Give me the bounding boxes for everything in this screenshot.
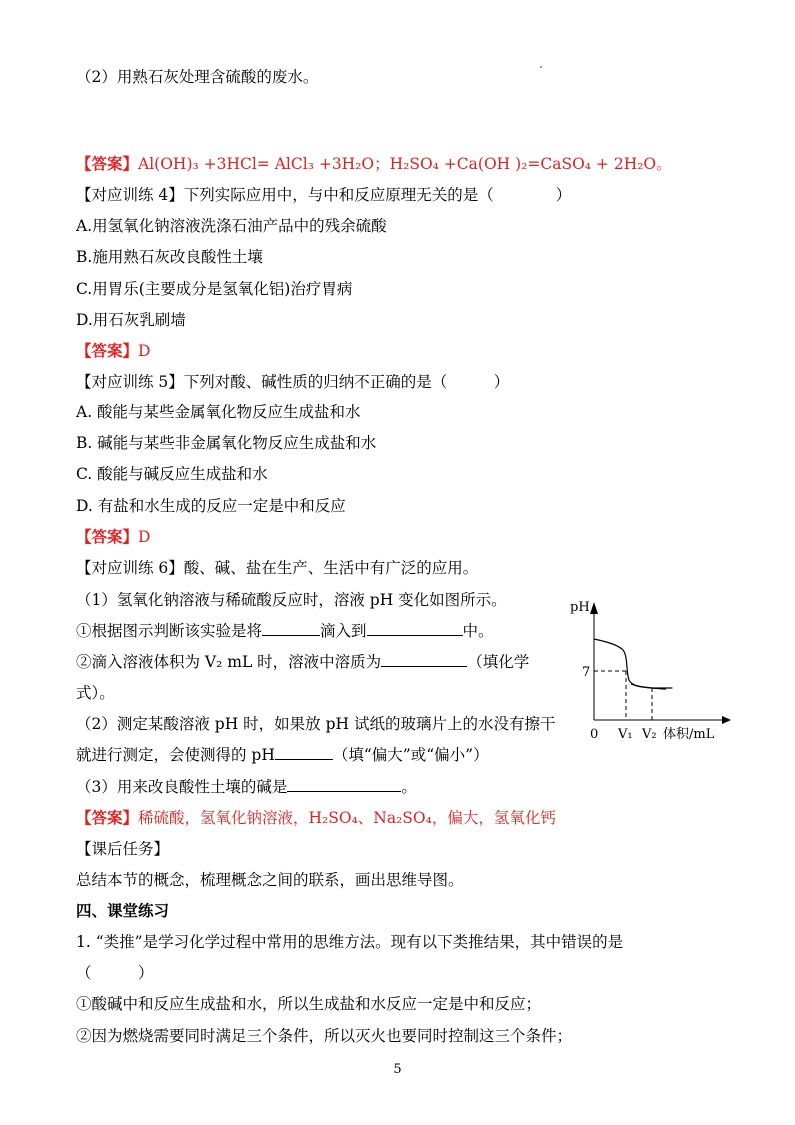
exercise-6-question: 【对应训练 6】酸、碱、盐在生产、生活中有广泛的应用。 bbox=[76, 559, 479, 577]
practice-1-statement-1: ①酸碱中和反应生成盐和水，所以生成盐和水反应一定是中和反应； bbox=[76, 995, 542, 1013]
exercise-4-question: 【对应训练 4】下列实际应用中，与中和反应原理无关的是（ ） bbox=[76, 186, 572, 204]
answer-body: Al(OH)₃ +3HCl= AlCl₃ +3H₂O；H₂SO₄ +Ca(OH )₂=CaSO₄ + 2H₂O。 bbox=[138, 155, 672, 173]
page-number: 5 bbox=[393, 1062, 402, 1077]
blank-line bbox=[287, 776, 401, 792]
answer-tag: 【答案】 bbox=[76, 808, 139, 827]
y-axis-arrow bbox=[590, 602, 598, 614]
blank-line bbox=[381, 651, 467, 667]
section-heading: 四、课堂练习 bbox=[76, 901, 170, 920]
exercise-5-question: 【对应训练 5】下列对酸、碱性质的归纳不正确的是（ ） bbox=[76, 373, 510, 391]
ph-curve-figure bbox=[556, 590, 731, 740]
blank-line bbox=[275, 744, 333, 760]
practice-1-question: 1. “类推”是学习化学过程中常用的思维方法。现有以下类推结果，其中错误的是 bbox=[76, 933, 624, 951]
after-class-body: 总结本节的概念，梳理概念之间的联系，画出思维导图。 bbox=[76, 871, 464, 889]
exercise-5-option-b: B. 碱能与某些非金属氧化物反应生成盐和水 bbox=[76, 434, 377, 452]
exercise-5-option-a: A. 酸能与某些金属氧化物反应生成盐和水 bbox=[76, 403, 361, 421]
answer-tag: 【答案】 bbox=[76, 527, 139, 546]
exercise-6-part-1b: ②滴入溶液体积为 V₂ mL 时，溶液中溶质为 （填化学 bbox=[76, 653, 530, 671]
answer-body: D bbox=[138, 528, 151, 546]
answer-4 bbox=[76, 340, 150, 362]
y-axis-label: pH bbox=[570, 600, 590, 615]
answer-body: D bbox=[138, 342, 151, 360]
x-tick-v2: V₂ bbox=[642, 727, 657, 742]
ph-curve bbox=[594, 639, 672, 688]
exercise-5-option-c: C. 酸能与碱反应生成盐和水 bbox=[76, 465, 268, 483]
answer-3 bbox=[76, 153, 672, 175]
exercise-4-option-a: A.用氢氧化钠溶液洗涤石油产品中的残余硫酸 bbox=[76, 217, 387, 235]
answer-5 bbox=[76, 526, 150, 548]
answer-tag: 【答案】 bbox=[76, 154, 139, 173]
speck-mark bbox=[540, 66, 542, 68]
exercise-4-option-c: C.用胃乐(主要成分是氢氧化铝)治疗胃病 bbox=[76, 280, 353, 298]
x-tick-v1: V₁ bbox=[618, 727, 633, 742]
answer-6 bbox=[76, 807, 556, 829]
y-tick-7: 7 bbox=[582, 665, 591, 680]
after-class-title: 【课后任务】 bbox=[76, 840, 170, 858]
practice-1-answer-blank: （ ） bbox=[76, 964, 154, 982]
exercise-6-part-1: （1）氢氧化钠溶液与稀硫酸反应时，溶液 pH 变化如图所示。 bbox=[76, 591, 507, 609]
practice-1-statement-2: ②因为燃烧需要同时满足三个条件，所以灭火也要同时控制这三个条件； bbox=[76, 1027, 573, 1045]
blank-line bbox=[262, 620, 320, 636]
q-part-2: （2）用熟石灰处理含硫酸的废水。 bbox=[76, 68, 319, 86]
exercise-6-part-2-cont: 就进行测定，会使测得的 pH （填“偏大”或“偏小”） bbox=[76, 746, 489, 764]
exercise-6-part-2: （2）测定某酸溶液 pH 时，如果放 pH 试纸的玻璃片上的水没有擦干 bbox=[76, 715, 556, 733]
x-origin-label: 0 bbox=[590, 727, 599, 742]
exercise-6-part-1a: ①根据图示判断该实验是将 滴入到 中。 bbox=[76, 622, 494, 640]
x-axis-arrow bbox=[722, 716, 731, 724]
answer-tag: 【答案】 bbox=[76, 341, 139, 360]
exercise-4-option-b: B.施用熟石灰改良酸性土壤 bbox=[76, 248, 263, 266]
x-axis-label: 体积/mL bbox=[663, 727, 715, 742]
exercise-5-option-d: D. 有盐和水生成的反应一定是中和反应 bbox=[76, 497, 346, 515]
exercise-6-part-3: （3）用来改良酸性土壤的碱是 。 bbox=[76, 778, 417, 796]
answer-body: 稀硫酸，氢氧化钠溶液，H₂SO₄、Na₂SO₄，偏大，氢氧化钙 bbox=[138, 809, 556, 827]
exercise-4-option-d: D.用石灰乳刷墙 bbox=[76, 311, 186, 329]
blank-line bbox=[367, 620, 463, 636]
exercise-6-part-1b-cont: 式）。 bbox=[76, 684, 115, 702]
